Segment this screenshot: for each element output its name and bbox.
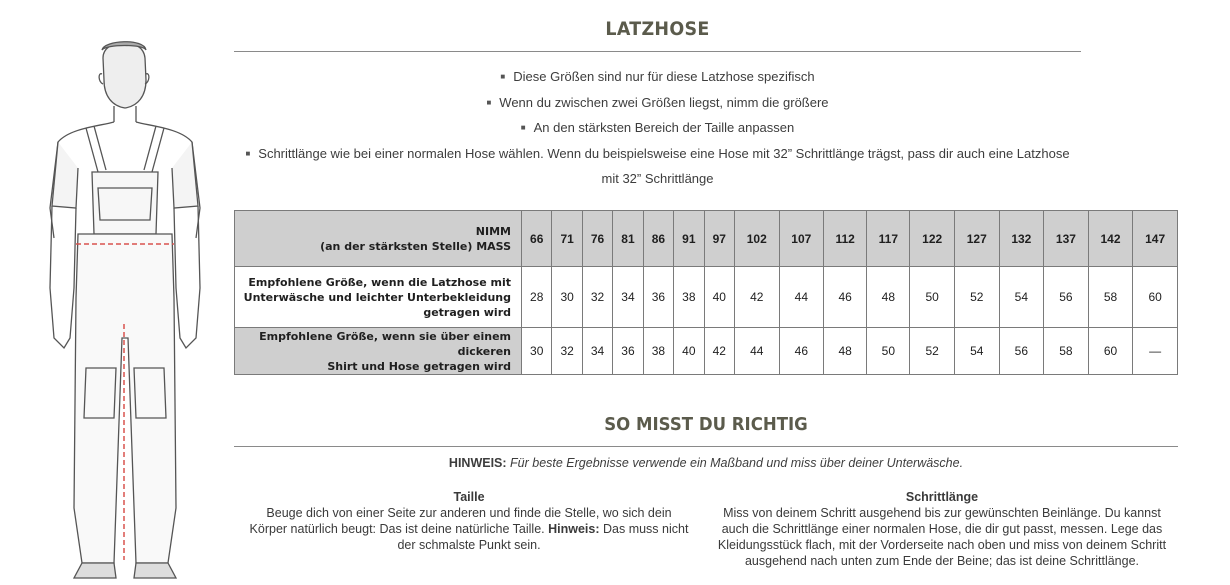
size-cell: 52 xyxy=(954,267,999,328)
inseam-text: Miss von deinem Schritt ausgehend bis zur gewünschten Beinlänge. Du kannst auch die Schrittlänge einer normalen Hose, die dir gut passt, messen. Lege das Kleidungsstück flach, mit der Vorderseite nach oben und miss von deinem Schritt ausgehend nach unten zum Ende der Beine; das ist deine Schrittlänge. xyxy=(717,506,1167,568)
size-cell: 60 xyxy=(1088,328,1133,375)
measure-hint xyxy=(234,456,1178,470)
size-cell: 60 xyxy=(1133,267,1178,328)
title-divider xyxy=(234,51,1081,52)
waist-hint-label: Hinweis: xyxy=(548,522,600,536)
measure-header-label: NIMM (an der stärksten Stelle) MASS xyxy=(235,211,522,267)
size-cell: 30 xyxy=(522,328,552,375)
waist-title: Taille xyxy=(453,490,485,504)
table-row xyxy=(235,328,1178,375)
inseam-instructions xyxy=(716,489,1168,569)
size-cell: 56 xyxy=(1044,267,1089,328)
size-note: ■ Diese Größen sind nur für diese Latzhose spezifisch xyxy=(234,64,1081,90)
measure-cell: 122 xyxy=(910,211,955,267)
bib xyxy=(92,172,158,234)
size-cell: 38 xyxy=(674,267,704,328)
measure-cell: 127 xyxy=(954,211,999,267)
size-cell: 56 xyxy=(999,328,1044,375)
measure-cell: 71 xyxy=(552,211,582,267)
table-header-row xyxy=(235,211,1178,267)
section-divider xyxy=(234,446,1178,447)
size-cell: — xyxy=(1133,328,1178,375)
bib-overalls-figure-illustration xyxy=(40,38,210,583)
size-notes-list xyxy=(234,64,1081,191)
hint-label: HINWEIS: xyxy=(448,456,507,470)
size-cell: 50 xyxy=(910,267,955,328)
size-cell: 54 xyxy=(999,267,1044,328)
size-note-continuation: mit 32” Schrittlänge xyxy=(601,171,714,186)
size-cell: 52 xyxy=(910,328,955,375)
size-cell: 54 xyxy=(954,328,999,375)
size-cell: 38 xyxy=(643,328,673,375)
size-cell: 46 xyxy=(824,267,867,328)
size-cell: 46 xyxy=(779,328,824,375)
size-cell: 32 xyxy=(582,267,612,328)
size-cell: 34 xyxy=(582,328,612,375)
size-cell: 58 xyxy=(1044,328,1089,375)
page-title: LATZHOSE xyxy=(605,18,710,40)
size-cell: 40 xyxy=(674,328,704,375)
size-cell: 44 xyxy=(734,328,779,375)
size-note: ■ Wenn du zwischen zwei Größen liegst, nimm die größere xyxy=(234,90,1081,116)
waist-text-end: Das muss nicht der schmalste Punkt sein. xyxy=(397,522,689,552)
size-cell: 34 xyxy=(613,267,643,328)
size-cell: 58 xyxy=(1088,267,1133,328)
section-title-measure: SO MISST DU RICHTIG xyxy=(604,414,808,435)
size-cell: 44 xyxy=(779,267,824,328)
inseam-title: Schrittlänge xyxy=(905,490,979,504)
size-cell: 28 xyxy=(522,267,552,328)
size-chart-table xyxy=(234,210,1178,375)
size-note: ■ An den stärksten Bereich der Taille anpassen xyxy=(234,115,1081,141)
row-label-heavy: Empfohlene Größe, wenn sie über einem dickeren Shirt und Hose getragen wird xyxy=(235,328,522,375)
size-cell: 42 xyxy=(704,328,734,375)
measure-cell: 81 xyxy=(613,211,643,267)
head xyxy=(103,42,146,108)
table-row xyxy=(235,267,1178,328)
measure-cell: 147 xyxy=(1133,211,1178,267)
measure-cell: 86 xyxy=(643,211,673,267)
size-note: ■ Schrittlänge wie bei einer normalen Hose wählen. Wenn du beispielsweise eine Hose mit 32” Schrittlänge trägst, pass dir auch eine Latzhose xyxy=(234,141,1081,167)
measure-cell: 107 xyxy=(779,211,824,267)
waist-text: Beuge dich von einer Seite zur anderen und finde die Stelle, wo sich dein Körper natürlich beugt: Das ist deine natürliche Taille. xyxy=(249,506,672,536)
hint-text: Für beste Ergebnisse verwende ein Maßband und miss über deiner Unterwäsche. xyxy=(506,456,964,470)
row-label-light: Empfohlene Größe, wenn die Latzhose mit Unterwäsche und leichter Unterbekleidung getragen wird xyxy=(235,267,522,328)
size-cell: 36 xyxy=(643,267,673,328)
measure-cell: 112 xyxy=(824,211,867,267)
size-cell: 42 xyxy=(734,267,779,328)
size-cell: 40 xyxy=(704,267,734,328)
measure-cell: 91 xyxy=(674,211,704,267)
size-cell: 32 xyxy=(552,328,582,375)
waist-instructions xyxy=(248,489,690,553)
measure-cell: 132 xyxy=(999,211,1044,267)
size-cell: 48 xyxy=(867,267,910,328)
measure-cell: 142 xyxy=(1088,211,1133,267)
measure-cell: 137 xyxy=(1044,211,1089,267)
size-cell: 50 xyxy=(867,328,910,375)
measure-cell: 97 xyxy=(704,211,734,267)
measure-cell: 102 xyxy=(734,211,779,267)
size-cell: 48 xyxy=(824,328,867,375)
measure-cell: 117 xyxy=(867,211,910,267)
measure-cell: 76 xyxy=(582,211,612,267)
size-cell: 36 xyxy=(613,328,643,375)
size-cell: 30 xyxy=(552,267,582,328)
measure-cell: 66 xyxy=(522,211,552,267)
